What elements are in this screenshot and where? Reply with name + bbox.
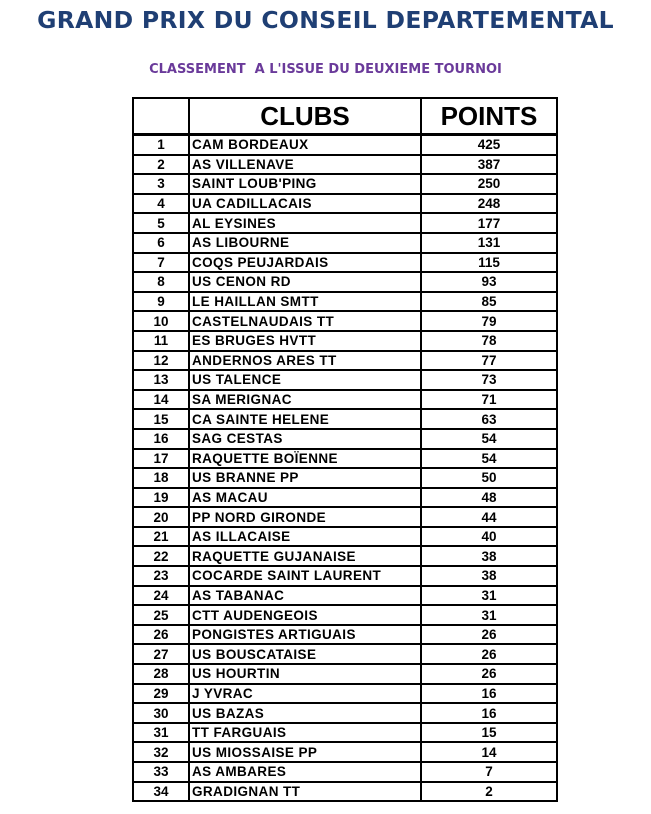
rank-cell: 28 xyxy=(133,664,189,684)
rank-cell: 11 xyxy=(133,331,189,351)
club-name-cell: GRADIGNAN TT xyxy=(189,782,421,802)
rank-cell: 27 xyxy=(133,644,189,664)
points-cell: 177 xyxy=(421,213,557,233)
rank-cell: 1 xyxy=(133,135,189,155)
table-row xyxy=(133,488,557,508)
rank-cell: 17 xyxy=(133,449,189,469)
club-name-cell: AS MACAU xyxy=(189,488,421,508)
table-row xyxy=(133,742,557,762)
table-row xyxy=(133,390,557,410)
rank-cell: 5 xyxy=(133,213,189,233)
club-name-cell: US CENON RD xyxy=(189,272,421,292)
rank-cell: 20 xyxy=(133,507,189,527)
rank-cell: 34 xyxy=(133,782,189,802)
points-cell: 54 xyxy=(421,449,557,469)
rank-cell: 3 xyxy=(133,174,189,194)
rank-cell: 21 xyxy=(133,527,189,547)
points-cell: 26 xyxy=(421,664,557,684)
club-name-cell: CASTELNAUDAIS TT xyxy=(189,311,421,331)
table-row xyxy=(133,507,557,527)
rank-cell: 12 xyxy=(133,351,189,371)
club-name-cell: UA CADILLACAIS xyxy=(189,194,421,214)
rank-cell: 26 xyxy=(133,625,189,645)
points-cell: 16 xyxy=(421,703,557,723)
table-row xyxy=(133,370,557,390)
points-cell: 248 xyxy=(421,194,557,214)
table-row xyxy=(133,253,557,273)
points-cell: 40 xyxy=(421,527,557,547)
points-cell: 77 xyxy=(421,351,557,371)
table-row xyxy=(133,449,557,469)
rank-cell: 15 xyxy=(133,409,189,429)
rank-cell: 22 xyxy=(133,546,189,566)
club-name-cell: AL EYSINES xyxy=(189,213,421,233)
table-row xyxy=(133,409,557,429)
page-subtitle: CLASSEMENT A L'ISSUE DU DEUXIEME TOURNOI xyxy=(149,62,502,77)
table-row xyxy=(133,311,557,331)
club-name-cell: RAQUETTE GUJANAISE xyxy=(189,546,421,566)
points-cell: 387 xyxy=(421,155,557,175)
club-name-cell: CAM BORDEAUX xyxy=(189,135,421,155)
table-row xyxy=(133,605,557,625)
points-cell: 26 xyxy=(421,644,557,664)
points-cell: 115 xyxy=(421,253,557,273)
rank-cell: 33 xyxy=(133,762,189,782)
club-name-cell: PONGISTES ARTIGUAIS xyxy=(189,625,421,645)
points-cell: 31 xyxy=(421,605,557,625)
club-name-cell: CA SAINTE HELENE xyxy=(189,409,421,429)
rank-cell: 30 xyxy=(133,703,189,723)
points-cell: 38 xyxy=(421,546,557,566)
points-cell: 73 xyxy=(421,370,557,390)
points-cell: 15 xyxy=(421,723,557,743)
table-header xyxy=(133,98,557,135)
club-name-cell: AS ILLACAISE xyxy=(189,527,421,547)
club-name-cell: SAG CESTAS xyxy=(189,429,421,449)
points-column-header: POINTS xyxy=(421,98,557,135)
club-name-cell: AS LIBOURNE xyxy=(189,233,421,253)
table-row xyxy=(133,468,557,488)
club-name-cell: RAQUETTE BOÏENNE xyxy=(189,449,421,469)
table-row xyxy=(133,135,557,155)
points-cell: 2 xyxy=(421,782,557,802)
table-row xyxy=(133,625,557,645)
table-row xyxy=(133,723,557,743)
points-cell: 38 xyxy=(421,566,557,586)
points-cell: 93 xyxy=(421,272,557,292)
club-name-cell: US MIOSSAISE PP xyxy=(189,742,421,762)
club-name-cell: ANDERNOS ARES TT xyxy=(189,351,421,371)
rank-cell: 18 xyxy=(133,468,189,488)
rank-cell: 29 xyxy=(133,684,189,704)
rank-cell: 6 xyxy=(133,233,189,253)
table-row xyxy=(133,292,557,312)
points-cell: 48 xyxy=(421,488,557,508)
table-row xyxy=(133,664,557,684)
club-name-cell: J YVRAC xyxy=(189,684,421,704)
rank-cell: 2 xyxy=(133,155,189,175)
table-row xyxy=(133,546,557,566)
club-name-cell: LE HAILLAN SMTT xyxy=(189,292,421,312)
rank-cell: 16 xyxy=(133,429,189,449)
rank-cell: 9 xyxy=(133,292,189,312)
points-cell: 31 xyxy=(421,586,557,606)
table-row xyxy=(133,527,557,547)
club-name-cell: SA MERIGNAC xyxy=(189,390,421,410)
club-name-cell: US HOURTIN xyxy=(189,664,421,684)
rank-cell: 19 xyxy=(133,488,189,508)
club-name-cell: AS TABANAC xyxy=(189,586,421,606)
table-row xyxy=(133,233,557,253)
table-row xyxy=(133,213,557,233)
points-cell: 44 xyxy=(421,507,557,527)
points-cell: 71 xyxy=(421,390,557,410)
table-row xyxy=(133,762,557,782)
points-cell: 54 xyxy=(421,429,557,449)
club-name-cell: PP NORD GIRONDE xyxy=(189,507,421,527)
table-header-row xyxy=(133,98,557,135)
points-cell: 16 xyxy=(421,684,557,704)
rank-cell: 4 xyxy=(133,194,189,214)
club-name-cell: AS AMBARES xyxy=(189,762,421,782)
club-name-cell: ES BRUGES HVTT xyxy=(189,331,421,351)
points-cell: 78 xyxy=(421,331,557,351)
club-name-cell: SAINT LOUB'PING xyxy=(189,174,421,194)
club-name-cell: TT FARGUAIS xyxy=(189,723,421,743)
points-cell: 26 xyxy=(421,625,557,645)
club-name-cell: US BOUSCATAISE xyxy=(189,644,421,664)
rank-cell: 24 xyxy=(133,586,189,606)
clubs-column-header: CLUBS xyxy=(189,98,421,135)
rank-cell: 8 xyxy=(133,272,189,292)
club-name-cell: US BAZAS xyxy=(189,703,421,723)
page-title: GRAND PRIX DU CONSEIL DEPARTEMENTAL xyxy=(37,6,614,34)
club-name-cell: US BRANNE PP xyxy=(189,468,421,488)
points-cell: 250 xyxy=(421,174,557,194)
table-row xyxy=(133,155,557,175)
table-row xyxy=(133,174,557,194)
club-name-cell: AS VILLENAVE xyxy=(189,155,421,175)
table-row xyxy=(133,684,557,704)
table-row xyxy=(133,782,557,802)
points-cell: 85 xyxy=(421,292,557,312)
table-row xyxy=(133,272,557,292)
table-row xyxy=(133,566,557,586)
rank-cell: 25 xyxy=(133,605,189,625)
points-cell: 50 xyxy=(421,468,557,488)
table-row xyxy=(133,586,557,606)
table-body xyxy=(133,135,557,802)
table-row xyxy=(133,351,557,371)
table-row xyxy=(133,429,557,449)
club-name-cell: COCARDE SAINT LAURENT xyxy=(189,566,421,586)
points-cell: 63 xyxy=(421,409,557,429)
rank-cell: 7 xyxy=(133,253,189,273)
ranking-table xyxy=(132,97,558,802)
points-cell: 425 xyxy=(421,135,557,155)
club-name-cell: US TALENCE xyxy=(189,370,421,390)
table-row xyxy=(133,194,557,214)
table-row xyxy=(133,331,557,351)
club-name-cell: CTT AUDENGEOIS xyxy=(189,605,421,625)
rank-column-header xyxy=(133,98,189,135)
rank-cell: 13 xyxy=(133,370,189,390)
points-cell: 14 xyxy=(421,742,557,762)
club-name-cell: COQS PEUJARDAIS xyxy=(189,253,421,273)
table-row xyxy=(133,644,557,664)
rank-cell: 10 xyxy=(133,311,189,331)
points-cell: 131 xyxy=(421,233,557,253)
points-cell: 79 xyxy=(421,311,557,331)
rank-cell: 32 xyxy=(133,742,189,762)
table-row xyxy=(133,703,557,723)
rank-cell: 23 xyxy=(133,566,189,586)
rank-cell: 14 xyxy=(133,390,189,410)
points-cell: 7 xyxy=(421,762,557,782)
rank-cell: 31 xyxy=(133,723,189,743)
